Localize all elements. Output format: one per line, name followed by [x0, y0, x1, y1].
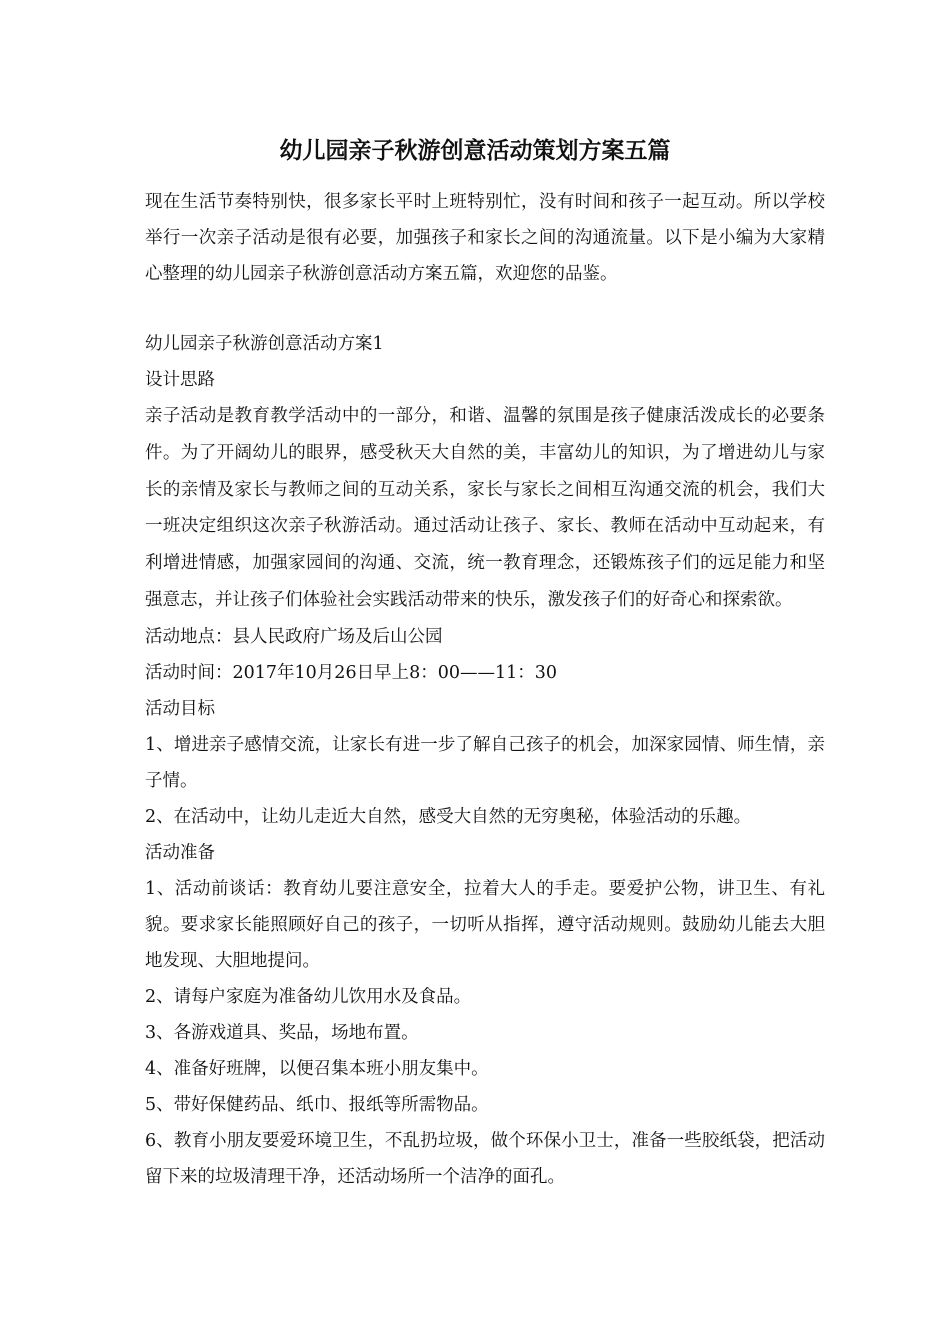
paragraph-spacer — [145, 292, 825, 326]
prep-item: 4、准备好班牌，以便召集本班小朋友集中。 — [145, 1058, 489, 1079]
goal-item: 1、增进亲子感情交流，让家长有进一步了解自己孩子的机会，加深家园情、师生情，亲子情。 — [145, 734, 825, 791]
document-body — [145, 184, 825, 1195]
design-paragraph: 亲子活动是教育教学活动中的一部分，和谐、温馨的氛围是孩子健康活泼成长的必要条件。为了开阔幼儿的眼界，感受秋天大自然的美，丰富幼儿的知识，为了增进幼儿与家长的亲情及家长与教师之间的互动关系，家长与家长之间相互沟通交流的机会，我们大一班决定组织这次亲子秋游活动。通过活动让孩子、家长、教师在活动中互动起来，有利增进情感，加强家园间的沟通、交流，统一教育理念，还锻炼孩子们的远足能力和坚强意志，并让孩子们体验社会实践活动带来的快乐，激发孩子们的好奇心和探索欲。 — [145, 406, 825, 610]
plan-heading: 幼儿园亲子秋游创意活动方案1 — [145, 334, 384, 354]
prep-item: 5、带好保健药品、纸巾、报纸等所需物品。 — [145, 1094, 489, 1115]
prep-item: 3、各游戏道具、奖品，场地布置。 — [145, 1022, 419, 1043]
goals-heading: 活动目标 — [145, 698, 215, 719]
prep-item: 6、教育小朋友要爱环境卫生，不乱扔垃圾，做个环保小卫士，准备一些胶纸袋，把活动留下来的垃圾清理干净，还活动场所一个洁净的面孔。 — [145, 1130, 825, 1187]
time-line: 活动时间：2017年10月26日早上8：00——11：30 — [145, 662, 558, 683]
goal-item: 2、在活动中，让幼儿走近大自然，感受大自然的无穷奥秘，体验活动的乐趣。 — [145, 806, 752, 827]
location-line: 活动地点：县人民政府广场及后山公园 — [145, 626, 443, 647]
document-title: 幼儿园亲子秋游创意活动策划方案五篇 — [279, 137, 671, 164]
prep-item: 2、请每户家庭为准备幼儿饮用水及食品。 — [145, 986, 472, 1007]
prep-heading: 活动准备 — [145, 842, 215, 863]
design-heading: 设计思路 — [145, 370, 215, 390]
intro-paragraph: 现在生活节奏特别快，很多家长平时上班特别忙，没有时间和孩子一起互动。所以学校举行一次亲子活动是很有必要，加强孩子和家长之间的沟通流量。以下是小编为大家精心整理的幼儿园亲子秋游创意活动方案五篇，欢迎您的品鉴。 — [145, 192, 825, 284]
prep-item: 1、活动前谈话：教育幼儿要注意安全，拉着大人的手走。要爱护公物，讲卫生、有礼貌。要求家长能照顾好自己的孩子，一切听从指挥，遵守活动规则。鼓励幼儿能去大胆地发现、大胆地提问。 — [145, 878, 825, 971]
